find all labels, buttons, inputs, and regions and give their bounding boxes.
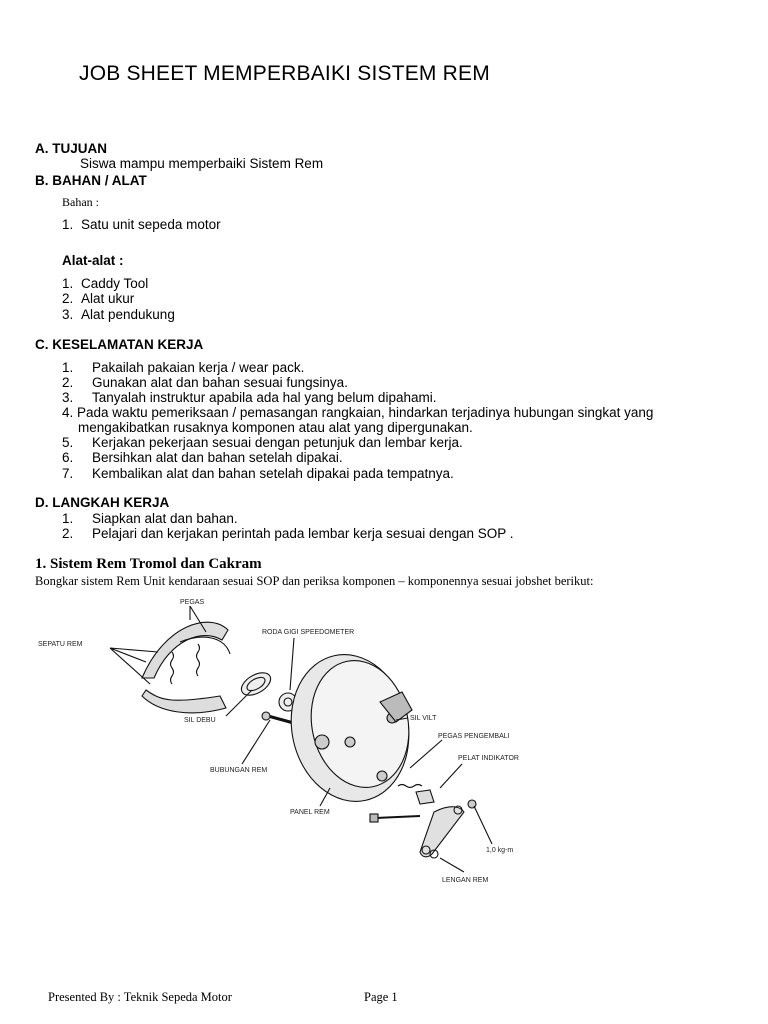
alat-item-number: 2. — [62, 291, 74, 306]
safety-item-number: 7. — [62, 466, 74, 481]
subsection-text: Bongkar sistem Rem Unit kendaraan sesuai SOP dan periksa komponen – komponennya sesuai jobshet berikut: — [35, 574, 594, 588]
step-item — [62, 511, 238, 526]
safety-item-number: 3. — [62, 390, 74, 405]
safety-item-number: 1. — [62, 360, 74, 375]
alat-item-text: Caddy Tool — [81, 276, 149, 291]
spring-right — [197, 644, 200, 676]
footer-presented: Presented By : Teknik Sepeda Motor — [48, 990, 232, 1004]
step-item-number: 2. — [62, 526, 74, 541]
spring-left — [171, 652, 174, 684]
safety-item-text: Pada waktu pemeriksaan / pemasangan rangkaian, hindarkan terjadinya hubungan singkat yang — [77, 405, 654, 420]
step-item-text: Siapkan alat dan bahan. — [92, 511, 238, 526]
safety-item — [62, 405, 653, 420]
section-c-heading: C. KESELAMATAN KERJA — [35, 337, 204, 352]
label-bubungan-rem: BUBUNGAN REM — [210, 767, 268, 774]
safety-item-number: 5. — [62, 435, 74, 450]
safety-item — [62, 360, 304, 375]
label-sil-debu: SIL DEBU — [184, 717, 216, 724]
step-item-number: 1. — [62, 511, 74, 526]
footer-page-number: Page 1 — [364, 990, 398, 1004]
page-title: JOB SHEET MEMPERBAIKI SISTEM REM — [79, 62, 490, 85]
safety-item-text: Pakailah pakaian kerja / wear pack. — [92, 360, 305, 375]
bahan-label: Bahan : — [62, 195, 99, 209]
label-panel-rem: PANEL REM — [290, 809, 330, 816]
safety-item — [62, 450, 343, 465]
safety-item-text: Gunakan alat dan bahan sesuai fungsinya. — [92, 375, 348, 390]
safety-item-number: 2. — [62, 375, 74, 390]
return-spring — [398, 785, 422, 788]
seal-small — [377, 771, 387, 781]
safety-item-text: Kembalikan alat dan bahan setelah dipakai pada tempatnya. — [92, 466, 454, 481]
brake-assembly-diagram — [30, 592, 570, 892]
label-sil-vilt: SIL VILT — [410, 715, 437, 722]
label-roda-gigi: RODA GIGI SPEEDOMETER — [262, 629, 355, 636]
section-a-text: Siswa mampu memperbaiki Sistem Rem — [80, 156, 324, 171]
safety-item-text: Kerjakan pekerjaan sesuai dengan petunjuk dan lembar kerja. — [92, 435, 463, 450]
label-pegas-pengembali: PEGAS PENGEMBALI — [438, 733, 510, 740]
label-pegas: PEGAS — [180, 599, 205, 606]
step-item — [62, 526, 514, 541]
safety-item-number: 4. — [62, 405, 74, 420]
safety-item — [62, 390, 436, 405]
step-item-text: Pelajari dan kerjakan perintah pada lembar kerja sesuai dengan SOP . — [92, 526, 514, 541]
alat-item — [62, 307, 175, 322]
alat-item-number: 1. — [62, 276, 74, 291]
safety-item — [62, 375, 348, 390]
safety-item-continuation: mengakibatkan rusaknya komponen atau alat yang dipergunakan. — [78, 420, 473, 435]
safety-item-text: Bersihkan alat dan bahan setelah dipakai. — [92, 450, 343, 465]
safety-item — [62, 466, 454, 481]
brake-shoe-lower — [142, 690, 226, 713]
alat-label: Alat-alat : — [62, 253, 124, 268]
section-a-heading: A. TUJUAN — [35, 141, 108, 156]
safety-item-text: Tanyalah instruktur apabila ada hal yang belum dipahami. — [92, 390, 437, 405]
bahan-item-number: 1. — [62, 217, 74, 232]
safety-item — [62, 435, 463, 450]
label-sepatu-rem: SEPATU REM — [38, 641, 83, 648]
bahan-item — [62, 217, 221, 232]
sil-debu-ring — [238, 668, 275, 700]
alat-item-text: Alat pendukung — [81, 307, 175, 322]
bolt — [376, 816, 420, 818]
brake-shoe-upper — [142, 622, 228, 678]
section-b-heading: B. BAHAN / ALAT — [35, 173, 147, 188]
indicator-plate — [416, 790, 434, 804]
alat-item — [62, 291, 134, 306]
bahan-item-text: Satu unit sepeda motor — [81, 217, 221, 232]
label-pelat-indikator: PELAT INDIKATOR — [458, 755, 519, 762]
alat-item — [62, 276, 148, 291]
section-d-heading: D. LANGKAH KERJA — [35, 495, 170, 510]
subsection-heading: 1. Sistem Rem Tromol dan Cakram — [35, 556, 262, 572]
alat-item-number: 3. — [62, 307, 74, 322]
safety-item-number: 6. — [62, 450, 74, 465]
label-torque: 1,0 kg-m — [486, 847, 514, 854]
alat-item-text: Alat ukur — [81, 291, 135, 306]
label-lengan-rem: LENGAN REM — [442, 877, 489, 884]
